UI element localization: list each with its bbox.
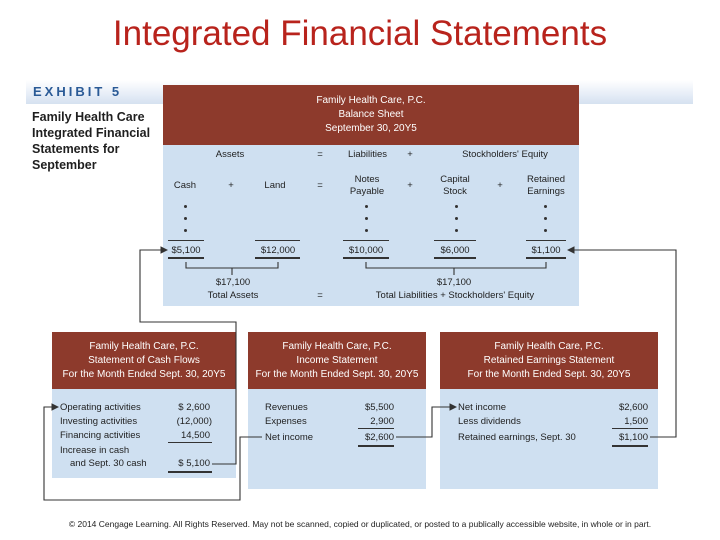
cash-flows-row-label: Investing activities: [60, 416, 138, 427]
income-name: Income Statement: [296, 355, 378, 366]
cash-flows-row-label: Operating activities: [60, 402, 141, 413]
col-plus-3: +: [497, 180, 503, 191]
value-notes-payable: $10,000: [348, 245, 384, 256]
col-cash: Cash: [173, 180, 197, 191]
retained-row-value: $2,600: [618, 402, 648, 413]
income-row-label: Revenues: [265, 402, 308, 413]
retained-company: Family Health Care, P.C.: [494, 341, 604, 352]
income-row-label: Net income: [265, 432, 314, 443]
eq-assets: Assets: [215, 149, 245, 160]
col-land: Land: [264, 180, 286, 191]
slide-title: Integrated Financial Statements: [112, 14, 608, 53]
col-retained-earnings: Retained Earnings: [526, 174, 566, 197]
value-capital-stock: $6,000: [440, 245, 470, 256]
exhibit-title: Family Health Care Integrated Financial Statements for September: [32, 110, 151, 172]
col-plus-2: +: [407, 180, 413, 191]
income-row-value: $5,500: [364, 402, 394, 413]
income-row-value: $2,600: [364, 432, 394, 443]
retained-row-label: Net income: [458, 402, 507, 413]
cash-flows-row-value: (12,000): [176, 416, 212, 427]
cash-flows-row-label: Financing activities: [60, 430, 141, 441]
retained-row-label: Retained earnings, Sept. 30: [458, 432, 576, 443]
connector-netincome-to-retained: [396, 407, 456, 437]
cash-flows-company: Family Health Care, P.C.: [89, 341, 199, 352]
total-equals: =: [317, 290, 323, 301]
exhibit-label: EXHIBIT 5: [33, 84, 123, 99]
balance-sheet-date: September 30, 20Y5: [325, 123, 417, 134]
connector-le-bracket: [366, 262, 546, 268]
connector-assets-bracket: [186, 262, 278, 268]
cash-flows-name: Statement of Cash Flows: [88, 355, 200, 366]
connector-retained-to-balance: [568, 250, 676, 437]
retained-name: Retained Earnings Statement: [483, 355, 615, 366]
eq-liabilities: Liabilities: [347, 149, 388, 160]
eq-equals: =: [317, 149, 323, 160]
cash-flows-end-label: and Sept. 30 cash: [70, 458, 147, 469]
connector-cash-to-balance: [140, 250, 236, 464]
connector-netincome-to-cashflows: [44, 407, 262, 500]
value-cash: $5,100: [171, 245, 201, 256]
income-row-value: 2,900: [370, 416, 394, 427]
cash-flows-period: For the Month Ended Sept. 30, 20Y5: [62, 369, 226, 380]
total-assets-value: $17,100: [215, 277, 251, 288]
total-assets-label: Total Assets: [207, 290, 259, 301]
cash-flows-increase-label: Increase in cash: [60, 445, 130, 456]
retained-row-value: 1,500: [624, 416, 648, 427]
retained-row-label: Less dividends: [458, 416, 521, 427]
retained-row-value: $1,100: [618, 432, 648, 443]
col-equals: =: [317, 180, 323, 191]
cash-flows-row-value: 14,500: [180, 430, 210, 441]
balance-sheet-company: Family Health Care, P.C.: [316, 95, 426, 106]
col-capital-stock: Capital Stock: [440, 174, 470, 197]
col-notes-payable: Notes Payable: [349, 174, 385, 197]
income-company: Family Health Care, P.C.: [282, 341, 392, 352]
col-plus-1: +: [228, 180, 234, 191]
balance-sheet-name: Balance Sheet: [338, 109, 404, 120]
footer-copyright: © 2014 Cengage Learning. All Rights Reserved. May not be scanned, copied or duplicated, or posted to a publically accessible website, in whole or in part.: [68, 519, 652, 529]
value-land: $12,000: [260, 245, 296, 256]
eq-plus: +: [407, 149, 413, 160]
eq-equity: Stockholders' Equity: [462, 149, 548, 160]
total-le-value: $17,100: [436, 277, 472, 288]
income-period: For the Month Ended Sept. 30, 20Y5: [255, 369, 419, 380]
retained-period: For the Month Ended Sept. 30, 20Y5: [467, 369, 631, 380]
cash-flows-row-value: $ 2,600: [178, 402, 210, 413]
cash-flows-end-value: $ 5,100: [178, 458, 210, 469]
income-row-label: Expenses: [265, 416, 307, 427]
value-retained-earnings: $1,100: [531, 245, 561, 256]
total-le-label: Total Liabilities + Stockholders' Equity: [375, 290, 535, 301]
